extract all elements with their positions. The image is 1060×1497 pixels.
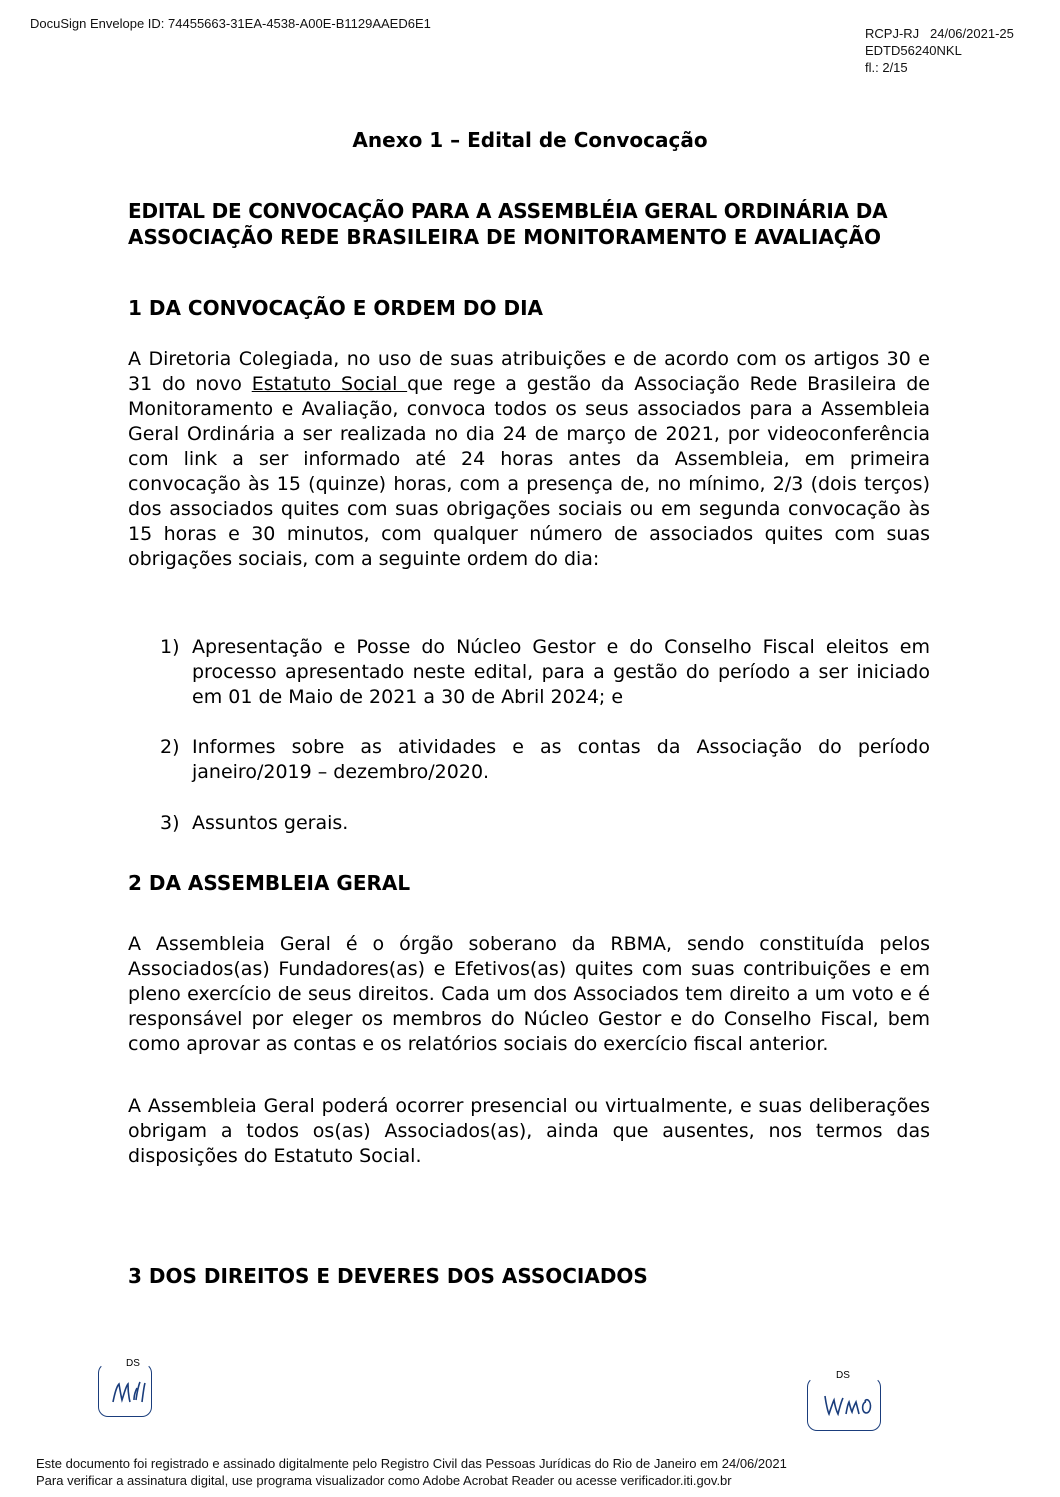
agenda-item-number: 1): [160, 636, 180, 658]
agenda-item-text: Assuntos gerais.: [192, 812, 349, 834]
signature-initials-right-icon: [822, 1390, 878, 1418]
paragraph-text: que rege a gestão da Associação Rede Brasileira de Monitoramento e Avaliação, convoca todos os seus associados para a Assembleia Geral Ordinária a ser realizada no dia 24 de março de 2021, por videoconferência com link a ser informado até 24 horas antes da Assembleia, em primeira convocação às 15 (quinze) horas, com a presença de, no mínimo, 2/3 (dois terços) dos associados quites com suas obrigações sociais ou em segunda convocação às 15 horas e 30 minutos, com qualquer número de associados quites com suas obrigações sociais, com a seguinte ordem do dia:: [128, 373, 931, 570]
footer-line-2: Para verificar a assinatura digital, use programa visualizador como Adobe Acrobat Reader ou acesse verificador.iti.gov.br: [36, 1473, 732, 1488]
section-2-paragraph-2: A Assembleia Geral poderá ocorrer presencial ou virtualmente, e suas deliberações obrigam a todos os(as) Associados(as), ainda que ausentes, nos termos das disposições do Estatuto Social.: [128, 1095, 930, 1167]
agenda-item-number: 3): [160, 812, 180, 834]
agenda-item-3: [160, 811, 930, 836]
document-heading-line-2: ASSOCIAÇÃO REDE BRASILEIRA DE MONITORAMENTO E AVALIAÇÃO: [128, 225, 881, 249]
signature-initials-left-icon: [110, 1378, 152, 1406]
statute-link[interactable]: Estatuto Social: [251, 373, 408, 395]
section-1-paragraph: [128, 347, 930, 572]
annex-title: Anexo 1 – Edital de Convocação: [352, 128, 708, 152]
agenda-item-text: Informes sobre as atividades e as contas da Associação do período janeiro/2019 – dezembro/2020.: [192, 736, 930, 783]
docusign-envelope-id: DocuSign Envelope ID: 74455663-31EA-4538-A00E-B1129AAED6E1: [30, 16, 431, 31]
section-3-heading: 3 DOS DIREITOS E DEVERES DOS ASSOCIADOS: [128, 1264, 648, 1288]
registry-stamp: [865, 25, 1014, 76]
ds-label-left: DS: [126, 1358, 140, 1369]
document-heading-line-1: EDITAL DE CONVOCAÇÃO PARA A ASSEMBLÉIA GERAL ORDINÁRIA DA: [128, 199, 888, 223]
registration-footer: [36, 1455, 787, 1489]
agenda-item-1: [160, 635, 930, 710]
paragraph-text: A Diretoria Colegiada, no uso de suas atribuições e de acordo com os artigos 30 e 31 do novo: [128, 348, 930, 395]
registry-line-3: fl.: 2/15: [865, 60, 908, 75]
section-1-heading: 1 DA CONVOCAÇÃO E ORDEM DO DIA: [128, 296, 543, 320]
section-2-paragraph-1: A Assembleia Geral é o órgão soberano da RBMA, sendo constituída pelos Associados(as) Fundadores(as) e Efetivos(as) quites com suas contribuições e em pleno exercício de seus direitos. Cada um dos Associados tem direito a um voto e é responsável por eleger os membros do Núcleo Gestor e do Conselho Fiscal, bem como aprovar as contas e os relatórios sociais do exercício fiscal anterior.: [128, 933, 930, 1055]
agenda-item-number: 2): [160, 736, 180, 758]
registry-line-2: EDTD56240NKL: [865, 43, 962, 58]
footer-line-1: Este documento foi registrado e assinado digitalmente pelo Registro Civil das Pessoas Jurídicas do Rio de Janeiro em 24/06/2021: [36, 1456, 787, 1471]
ds-label-right: DS: [836, 1370, 850, 1381]
agenda-item-text: Apresentação e Posse do Núcleo Gestor e do Conselho Fiscal eleitos em processo apresentado neste edital, para a gestão do período a ser iniciado em 01 de Maio de 2021 a 30 de Abril 2024; e: [192, 636, 930, 708]
agenda-item-2: [160, 735, 930, 785]
document-heading: [128, 198, 933, 250]
section-2-heading: 2 DA ASSEMBLEIA GERAL: [128, 871, 411, 895]
registry-line-1: RCPJ-RJ 24/06/2021-25: [865, 26, 1014, 41]
